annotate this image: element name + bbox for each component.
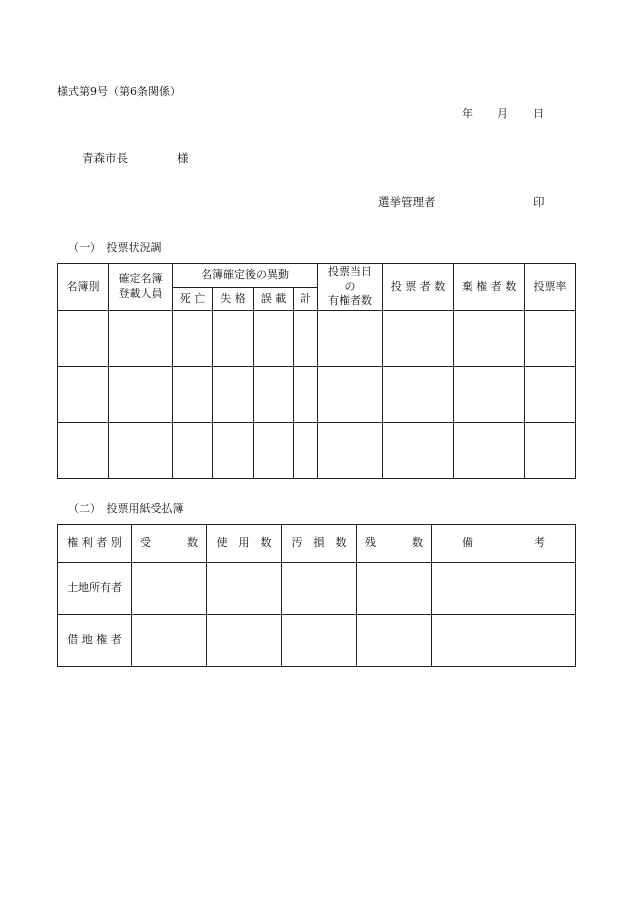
header-remaining-a: 残: [365, 536, 376, 550]
blank-cell: [173, 367, 213, 423]
blank-cell: [525, 311, 576, 367]
blank-cell: [282, 563, 357, 615]
header-remaining-b: 数: [412, 536, 423, 550]
blank-cell: [294, 367, 318, 423]
form-number: 様式第9号（第6条関係）: [57, 85, 181, 98]
header-remarks-a: 備: [462, 536, 473, 550]
blank-cell: [432, 563, 576, 615]
date-day-label: 日: [533, 107, 544, 120]
header-received-a: 受: [140, 536, 151, 550]
blank-cell: [213, 423, 254, 479]
header-used: 使 用 数: [207, 525, 282, 563]
blank-cell: [109, 311, 173, 367]
blank-cell: [525, 423, 576, 479]
table-row: [58, 367, 576, 423]
blank-cell: [318, 311, 383, 367]
section1-title: （一） 投票状況調: [68, 241, 162, 254]
date-year-label: 年: [462, 107, 473, 120]
header-remarks-b: 考: [534, 536, 545, 550]
blank-cell: [254, 423, 294, 479]
blank-cell: [318, 423, 383, 479]
blank-cell: [213, 367, 254, 423]
row-label-landowner: 土地所有者: [58, 563, 132, 615]
manager-label: 選挙管理者: [378, 195, 436, 209]
header-confirmed-count-line1: 確定名簿: [118, 272, 163, 286]
blank-cell: [207, 615, 282, 667]
blank-cell: [58, 423, 109, 479]
blank-cell: [207, 563, 282, 615]
table-row: [58, 311, 576, 367]
header-death: 死 亡: [173, 288, 213, 311]
addressee-honorific: 様: [177, 151, 189, 165]
header-confirmed-count-line2: 登載人員: [118, 287, 163, 300]
blank-cell: [318, 367, 383, 423]
blank-cell: [109, 423, 173, 479]
blank-cell: [132, 563, 207, 615]
header-changes-group: 名簿確定後の異動: [173, 264, 318, 288]
row-label-leaseholder: 借 地 権 者: [58, 615, 132, 667]
blank-cell: [282, 615, 357, 667]
ballot-ledger-table: [57, 524, 576, 667]
seal-label: 印: [533, 195, 545, 209]
header-received-b: 数: [187, 536, 198, 550]
voting-status-table: [57, 263, 576, 479]
table-row: [58, 615, 576, 667]
blank-cell: [213, 311, 254, 367]
table-row: [58, 563, 576, 615]
blank-cell: [383, 367, 454, 423]
blank-cell: [109, 367, 173, 423]
header-eligible-voters: [318, 264, 383, 311]
blank-cell: [294, 423, 318, 479]
header-received: [132, 525, 207, 563]
header-eligible-line1: 投票当日: [328, 264, 372, 278]
blank-cell: [383, 423, 454, 479]
blank-cell: [173, 311, 213, 367]
blank-cell: [357, 615, 432, 667]
header-spoiled: 汚 損 数: [282, 525, 357, 563]
blank-cell: [58, 367, 109, 423]
blank-cell: [254, 367, 294, 423]
blank-cell: [454, 423, 525, 479]
blank-cell: [357, 563, 432, 615]
blank-cell: [383, 311, 454, 367]
blank-cell: [173, 423, 213, 479]
header-error: 誤 載: [254, 288, 294, 311]
table-row: [58, 423, 576, 479]
header-eligible-line2: の: [344, 279, 356, 293]
header-total: 計: [294, 288, 318, 311]
header-category: 権 利 者 別: [58, 525, 132, 563]
section2-title: （二） 投票用紙受払簿: [68, 502, 184, 515]
header-eligible-line3: 有権者数: [328, 294, 372, 308]
blank-cell: [58, 311, 109, 367]
header-turnout: 投票率: [525, 264, 576, 311]
header-remaining: [357, 525, 432, 563]
blank-cell: [525, 367, 576, 423]
blank-cell: [454, 367, 525, 423]
date-month-label: 月: [497, 107, 508, 120]
header-voters: 投 票 者 数: [383, 264, 454, 311]
blank-cell: [432, 615, 576, 667]
addressee: 青森市長: [82, 151, 128, 165]
blank-cell: [132, 615, 207, 667]
header-disqualified: 失 格: [213, 288, 254, 311]
header-remarks: [432, 525, 576, 563]
blank-cell: [454, 311, 525, 367]
header-abstainers: 棄 権 者 数: [454, 264, 525, 311]
header-registry-type: 名簿別: [58, 264, 109, 311]
blank-cell: [254, 311, 294, 367]
header-confirmed-count: [109, 264, 173, 311]
blank-cell: [294, 311, 318, 367]
